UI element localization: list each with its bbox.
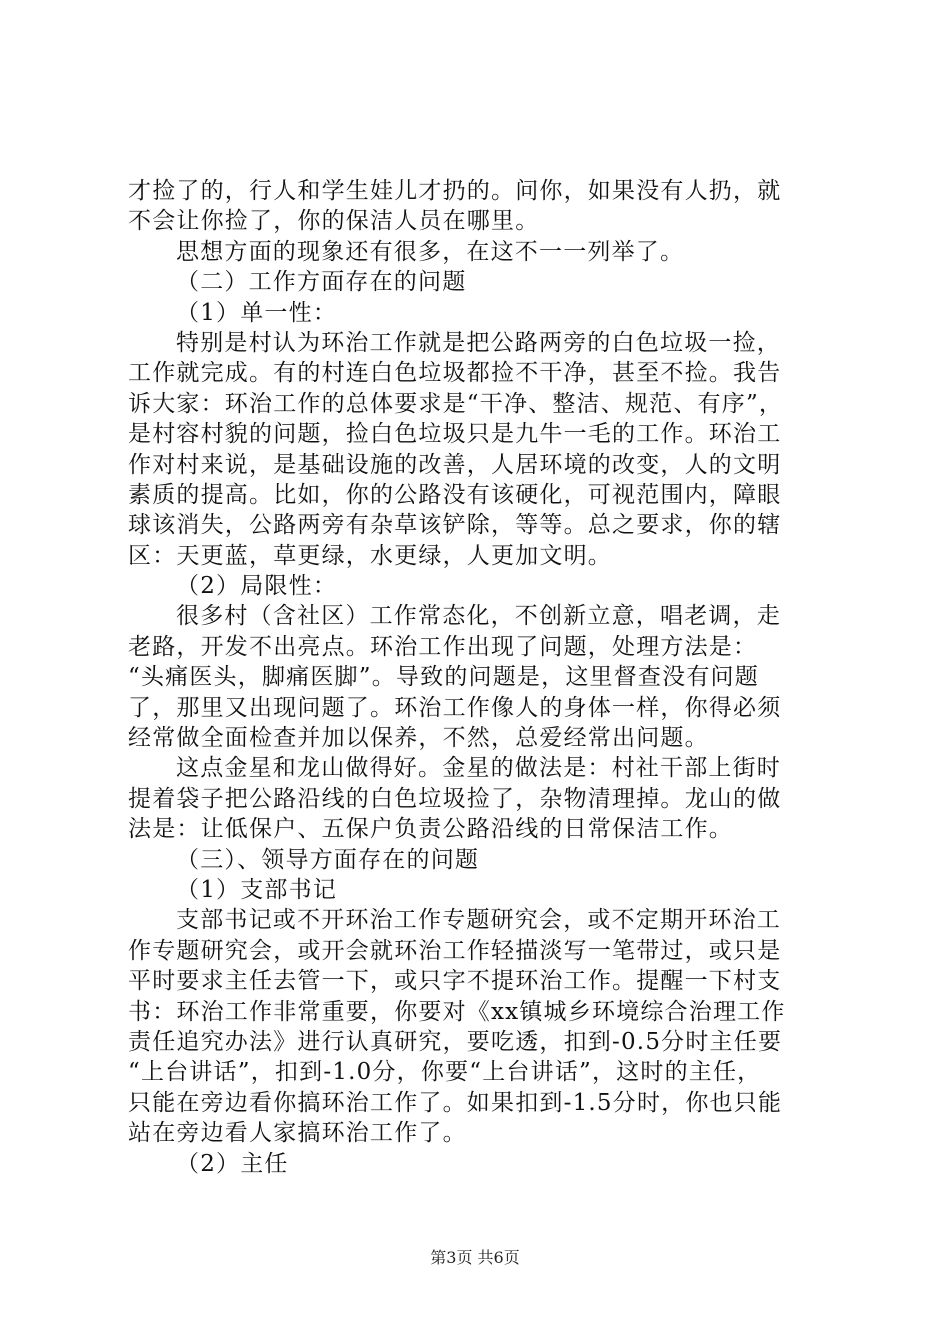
subsection-heading: （2）主任	[176, 1150, 289, 1177]
text-line: 老路，开发不出亮点。环治工作出现了问题，处理方法是：	[128, 633, 758, 660]
text-line: 不会让你捡了，你的保洁人员在哪里。	[128, 208, 540, 235]
text-line: 书：环治工作非常重要，你要对《xx镇城乡环境综合治理工作	[128, 998, 786, 1025]
page-number: 第3页 共6页	[430, 1248, 520, 1267]
text-line: 诉大家：环治工作的总体要求是“干净、整洁、规范、有序”，	[128, 390, 784, 417]
text-line: 提着袋子把公路沿线的白色垃圾捡了，杂物清理掉。龙山的做	[128, 785, 782, 812]
subsection-heading: （1）支部书记	[176, 876, 338, 903]
text-line: 了，那里又出现问题了。环治工作像人的身体一样，你得必须	[128, 694, 782, 721]
text-line: 支部书记或不开环治工作专题研究会，或不定期开环治工	[176, 907, 781, 934]
text-line: 法是：让低保户、五保户负责公路沿线的日常保洁工作。	[128, 816, 733, 843]
text-line: 作对村来说，是基础设施的改善，人居环境的改变，人的文明	[128, 451, 782, 478]
text-line: 区：天更蓝，草更绿，水更绿，人更加文明。	[128, 542, 612, 569]
text-line: 是村容村貌的问题，捡白色垃圾只是九牛一毛的工作。环治工	[128, 421, 782, 448]
text-line: 只能在旁边看你搞环治工作了。如果扣到-1.5分时，你也只能	[128, 1089, 783, 1116]
text-line: “上台讲话”，扣到-1.0分，你要“上台讲话”，这时的主任，	[128, 1059, 762, 1086]
text-line: 特别是村认为环治工作就是把公路两旁的白色垃圾一捡，	[176, 329, 781, 356]
subsection-heading: （1）单一性：	[176, 299, 338, 326]
text-line: 经常做全面检查并加以保养，不然，总爱经常出问题。	[128, 725, 709, 752]
text-line: “头痛医头，脚痛医脚”。导致的问题是，这里督查没有问题	[128, 664, 759, 691]
text-line: 责任追究办法》进行认真研究，要吃透，扣到-0.5分时主任要	[128, 1028, 783, 1055]
text-line: 工作就完成。有的村连白色垃圾都捡不干净，甚至不捡。我告	[128, 360, 782, 387]
page-footer	[0, 1245, 950, 1268]
text-line: 思想方面的现象还有很多，在这不一一列举了。	[176, 238, 685, 265]
section-heading: （二）工作方面存在的问题	[176, 269, 467, 296]
subsection-heading: （2）局限性：	[176, 573, 338, 600]
text-line: 平时要求主任去管一下，或只字不提环治工作。提醒一下村支	[128, 968, 782, 995]
document-body	[128, 176, 840, 1179]
text-line: 站在旁边看人家搞环治工作了。	[128, 1120, 467, 1147]
text-line: 很多村（含社区）工作常态化，不创新立意，唱老调，走	[176, 603, 781, 630]
text-line: 球该消失，公路两旁有杂草该铲除，等等。总之要求，你的辖	[128, 512, 782, 539]
text-line: 作专题研究会，或开会就环治工作轻描淡写一笔带过，或只是	[128, 937, 782, 964]
text-line: 这点金星和龙山做得好。金星的做法是：村社干部上街时	[176, 755, 781, 782]
text-line: 素质的提高。比如，你的公路没有该硬化，可视范围内，障眼	[128, 481, 782, 508]
section-heading: （三）、领导方面存在的问题	[176, 846, 480, 873]
text-line: 才捡了的，行人和学生娃儿才扔的。问你，如果没有人扔，就	[128, 178, 782, 204]
